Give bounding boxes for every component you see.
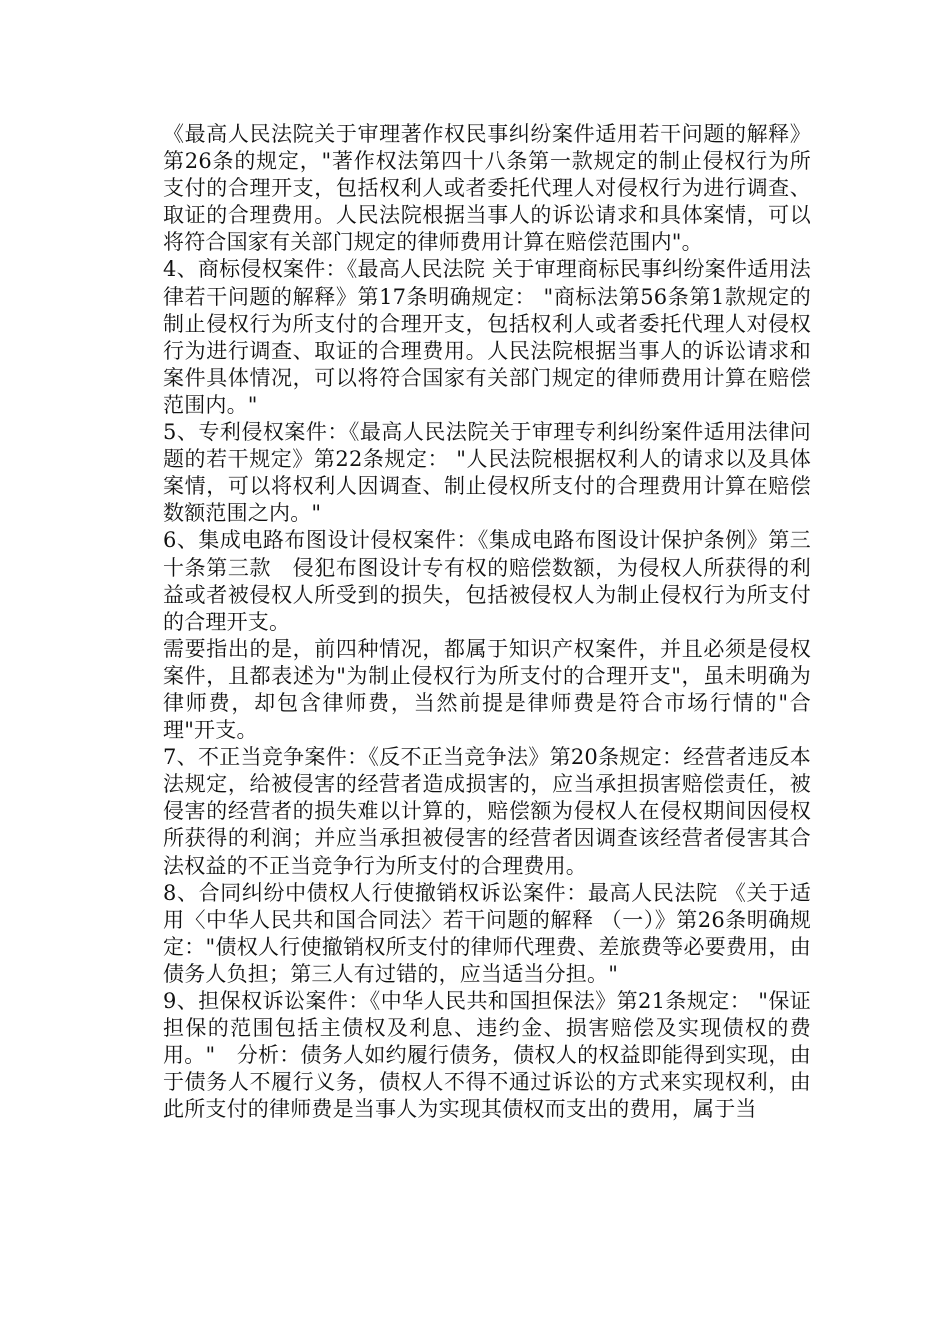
paragraph-unfair-competition: 7、不正当竞争案件：《反不正当竞争法》第20条规定：经营者违反本法规定，给被侵害的经营者造成损害的，应当承担损害赔偿责任，被侵害的经营者的损失难以计算的，赔偿额为侵权人在侵权期间因侵权所获得的利润；并应当承担被侵害的经营者因调查该经营者侵害其合法权益的不正当竞争行为所支付的合理费用。 [163,745,811,878]
paragraph-copyright-interpretation: 《最高人民法院关于审理著作权民事纠纷案件适用若干问题的解释》第26条的规定，"著作权法第四十八条第一款规定的制止侵权行为所支付的合理开支，包括权利人或者委托代理人对侵权行为进行调查、取证的合理费用。人民法院根据当事人的诉讼请求和具体案情，可以将符合国家有关部门规定的律师费用计算在赔偿范围内"。 [163,122,811,255]
paragraph-creditor-revocation: 8、合同纠纷中债权人行使撤销权诉讼案件：最高人民法院 《关于适用〈中华人民共和国合同法〉若干问题的解释 （一）》第26条明确规定："债权人行使撤销权所支付的律师代理费、差旅费等必要费用，由债务人负担；第三人有过错的，应当适当分担。" [163,880,811,986]
paragraph-analysis-note: 需要指出的是，前四种情况，都属于知识产权案件，并且必须是侵权案件，且都表述为"为制止侵权行为所支付的合理开支"，虽未明确为律师费，却包含律师费，当然前提是律师费是符合市场行情的"合理"开支。 [163,636,811,743]
paragraph-guarantee-litigation: 9、担保权诉讼案件：《中华人民共和国担保法》第21条规定： "保证担保的范围包括主债权及利息、违约金、损害赔偿及实现债权的费用。" 分析：债务人如约履行债务，债权人的权益即能得到实现，由于债务人不履行义务，债权人不得不通过诉讼的方式来实现权利，由此所支付的律师费是当事人为实现其债权而支出的费用，属于当 [163,989,811,1122]
paragraph-ic-layout-infringement: 6、集成电路布图设计侵权案件：《集成电路布图设计保护条例》第三十条第三款 侵犯布图设计专有权的赔偿数额，为侵权人所获得的利益或者被侵权人所受到的损失，包括被侵权人为制止侵权行为所支付的合理开支。 [163,528,811,634]
paragraph-patent-infringement: 5、专利侵权案件：《最高人民法院关于审理专利纠纷案件适用法律问题的若干规定》第22条规定： "人民法院根据权利人的请求以及具体案情，可以将权利人因调查、制止侵权所支付的合理费用计算在赔偿数额范围之内。" [163,420,811,526]
document-body [163,121,811,1123]
paragraph-trademark-infringement: 4、商标侵权案件：《最高人民法院 关于审理商标民事纠纷案件适用法律若干问题的解释》第17条明确规定： "商标法第56条第1款规定的制止侵权行为所支付的合理开支，包括权利人或者委托代理人对侵权行为进行调查、取证的合理费用。人民法院根据当事人的诉讼请求和案件具体情况，可以将符合国家有关部门规定的律师费用计算在赔偿范围内。" [163,257,811,417]
